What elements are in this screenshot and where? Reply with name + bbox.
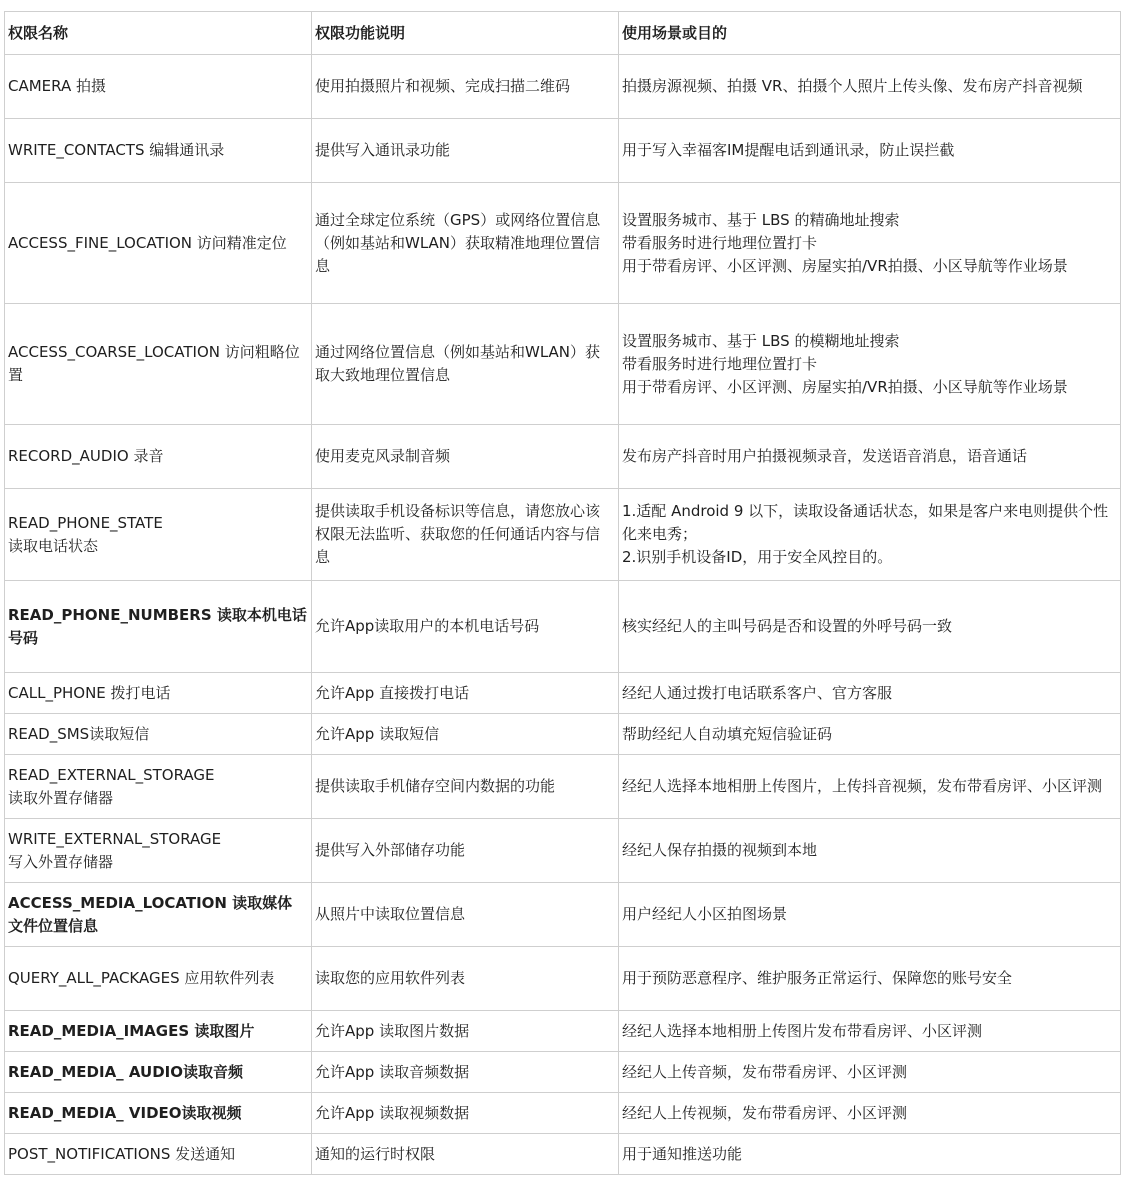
header-permission-description: 权限功能说明 bbox=[312, 12, 619, 55]
usage-purpose-cell: 经纪人选择本地相册上传图片，上传抖音视频，发布带看房评、小区评测 bbox=[619, 755, 1121, 819]
permission-name-cell: READ_MEDIA_ VIDEO读取视频 bbox=[5, 1093, 312, 1134]
usage-purpose-cell: 发布房产抖音时用户拍摄视频录音，发送语音消息，语音通话 bbox=[619, 425, 1121, 489]
permission-description-cell: 允许App 直接拨打电话 bbox=[312, 673, 619, 714]
permission-name-cell: ACCESS_FINE_LOCATION 访问精准定位 bbox=[5, 183, 312, 304]
table-row bbox=[5, 119, 1121, 183]
permission-description-cell: 从照片中读取位置信息 bbox=[312, 883, 619, 947]
usage-purpose-cell: 核实经纪人的主叫号码是否和设置的外呼号码一致 bbox=[619, 581, 1121, 673]
table-row bbox=[5, 755, 1121, 819]
table-row bbox=[5, 489, 1121, 581]
table-row bbox=[5, 1134, 1121, 1175]
permission-name-cell: READ_MEDIA_ AUDIO读取音频 bbox=[5, 1052, 312, 1093]
permission-name-cell: QUERY_ALL_PACKAGES 应用软件列表 bbox=[5, 947, 312, 1011]
usage-purpose-cell: 用于预防恶意程序、维护服务正常运行、保障您的账号安全 bbox=[619, 947, 1121, 1011]
usage-purpose-cell: 用于通知推送功能 bbox=[619, 1134, 1121, 1175]
permission-name-cell: ACCESS_COARSE_LOCATION 访问粗略位置 bbox=[5, 304, 312, 425]
header-permission-name: 权限名称 bbox=[5, 12, 312, 55]
permission-name-cell: READ_PHONE_NUMBERS 读取本机电话号码 bbox=[5, 581, 312, 673]
usage-purpose-cell: 拍摄房源视频、拍摄 VR、拍摄个人照片上传头像、发布房产抖音视频 bbox=[619, 55, 1121, 119]
table-row bbox=[5, 819, 1121, 883]
table-row bbox=[5, 714, 1121, 755]
permission-description-cell: 使用拍摄照片和视频、完成扫描二维码 bbox=[312, 55, 619, 119]
permission-description-cell: 允许App 读取短信 bbox=[312, 714, 619, 755]
permission-name-cell: READ_PHONE_STATE 读取电话状态 bbox=[5, 489, 312, 581]
table-row bbox=[5, 673, 1121, 714]
usage-purpose-cell: 经纪人上传音频，发布带看房评、小区评测 bbox=[619, 1052, 1121, 1093]
usage-purpose-cell: 经纪人选择本地相册上传图片发布带看房评、小区评测 bbox=[619, 1011, 1121, 1052]
usage-purpose-cell: 经纪人上传视频，发布带看房评、小区评测 bbox=[619, 1093, 1121, 1134]
permission-name-cell: READ_SMS读取短信 bbox=[5, 714, 312, 755]
permission-name-cell: RECORD_AUDIO 录音 bbox=[5, 425, 312, 489]
table-row bbox=[5, 581, 1121, 673]
permission-description-cell: 使用麦克风录制音频 bbox=[312, 425, 619, 489]
table-header-row bbox=[5, 12, 1121, 55]
permission-description-cell: 提供读取手机设备标识等信息，请您放心该权限无法监听、获取您的任何通话内容与信息 bbox=[312, 489, 619, 581]
permission-description-cell: 读取您的应用软件列表 bbox=[312, 947, 619, 1011]
permission-name-cell: WRITE_EXTERNAL_STORAGE 写入外置存储器 bbox=[5, 819, 312, 883]
table-row bbox=[5, 304, 1121, 425]
permission-description-cell: 提供写入通讯录功能 bbox=[312, 119, 619, 183]
permission-name-cell: WRITE_CONTACTS 编辑通讯录 bbox=[5, 119, 312, 183]
permission-description-cell: 通知的运行时权限 bbox=[312, 1134, 619, 1175]
usage-purpose-cell: 设置服务城市、基于 LBS 的精确地址搜索 带看服务时进行地理位置打卡 用于带看房评、小区评测、房屋实拍/VR拍摄、小区导航等作业场景 bbox=[619, 183, 1121, 304]
permission-description-cell: 提供写入外部储存功能 bbox=[312, 819, 619, 883]
table-row bbox=[5, 883, 1121, 947]
header-usage-purpose: 使用场景或目的 bbox=[619, 12, 1121, 55]
usage-purpose-cell: 帮助经纪人自动填充短信验证码 bbox=[619, 714, 1121, 755]
permission-name-cell: READ_MEDIA_IMAGES 读取图片 bbox=[5, 1011, 312, 1052]
permission-description-cell: 通过网络位置信息（例如基站和WLAN）获取大致地理位置信息 bbox=[312, 304, 619, 425]
permission-description-cell: 允许App读取用户的本机电话号码 bbox=[312, 581, 619, 673]
table-row bbox=[5, 183, 1121, 304]
table-row bbox=[5, 55, 1121, 119]
usage-purpose-cell: 经纪人通过拨打电话联系客户、官方客服 bbox=[619, 673, 1121, 714]
permission-name-cell: POST_NOTIFICATIONS 发送通知 bbox=[5, 1134, 312, 1175]
permission-name-cell: READ_EXTERNAL_STORAGE 读取外置存储器 bbox=[5, 755, 312, 819]
permission-description-cell: 通过全球定位系统（GPS）或网络位置信息（例如基站和WLAN）获取精准地理位置信息 bbox=[312, 183, 619, 304]
permission-description-cell: 提供读取手机储存空间内数据的功能 bbox=[312, 755, 619, 819]
permission-name-cell: CAMERA 拍摄 bbox=[5, 55, 312, 119]
table-row bbox=[5, 947, 1121, 1011]
usage-purpose-cell: 设置服务城市、基于 LBS 的模糊地址搜索 带看服务时进行地理位置打卡 用于带看房评、小区评测、房屋实拍/VR拍摄、小区导航等作业场景 bbox=[619, 304, 1121, 425]
permission-name-cell: ACCESS_MEDIA_LOCATION 读取媒体文件位置信息 bbox=[5, 883, 312, 947]
table-row bbox=[5, 1093, 1121, 1134]
usage-purpose-cell: 用于写入幸福客IM提醒电话到通讯录，防止误拦截 bbox=[619, 119, 1121, 183]
permission-table bbox=[4, 11, 1121, 1175]
permission-name-cell: CALL_PHONE 拨打电话 bbox=[5, 673, 312, 714]
table-row bbox=[5, 1052, 1121, 1093]
usage-purpose-cell: 用户经纪人小区拍图场景 bbox=[619, 883, 1121, 947]
permission-description-cell: 允许App 读取图片数据 bbox=[312, 1011, 619, 1052]
usage-purpose-cell: 经纪人保存拍摄的视频到本地 bbox=[619, 819, 1121, 883]
usage-purpose-cell: 1.适配 Android 9 以下，读取设备通话状态，如果是客户来电则提供个性化来电秀； 2.识别手机设备ID，用于安全风控目的。 bbox=[619, 489, 1121, 581]
permission-description-cell: 允许App 读取视频数据 bbox=[312, 1093, 619, 1134]
permission-description-cell: 允许App 读取音频数据 bbox=[312, 1052, 619, 1093]
table-row bbox=[5, 425, 1121, 489]
table-row bbox=[5, 1011, 1121, 1052]
